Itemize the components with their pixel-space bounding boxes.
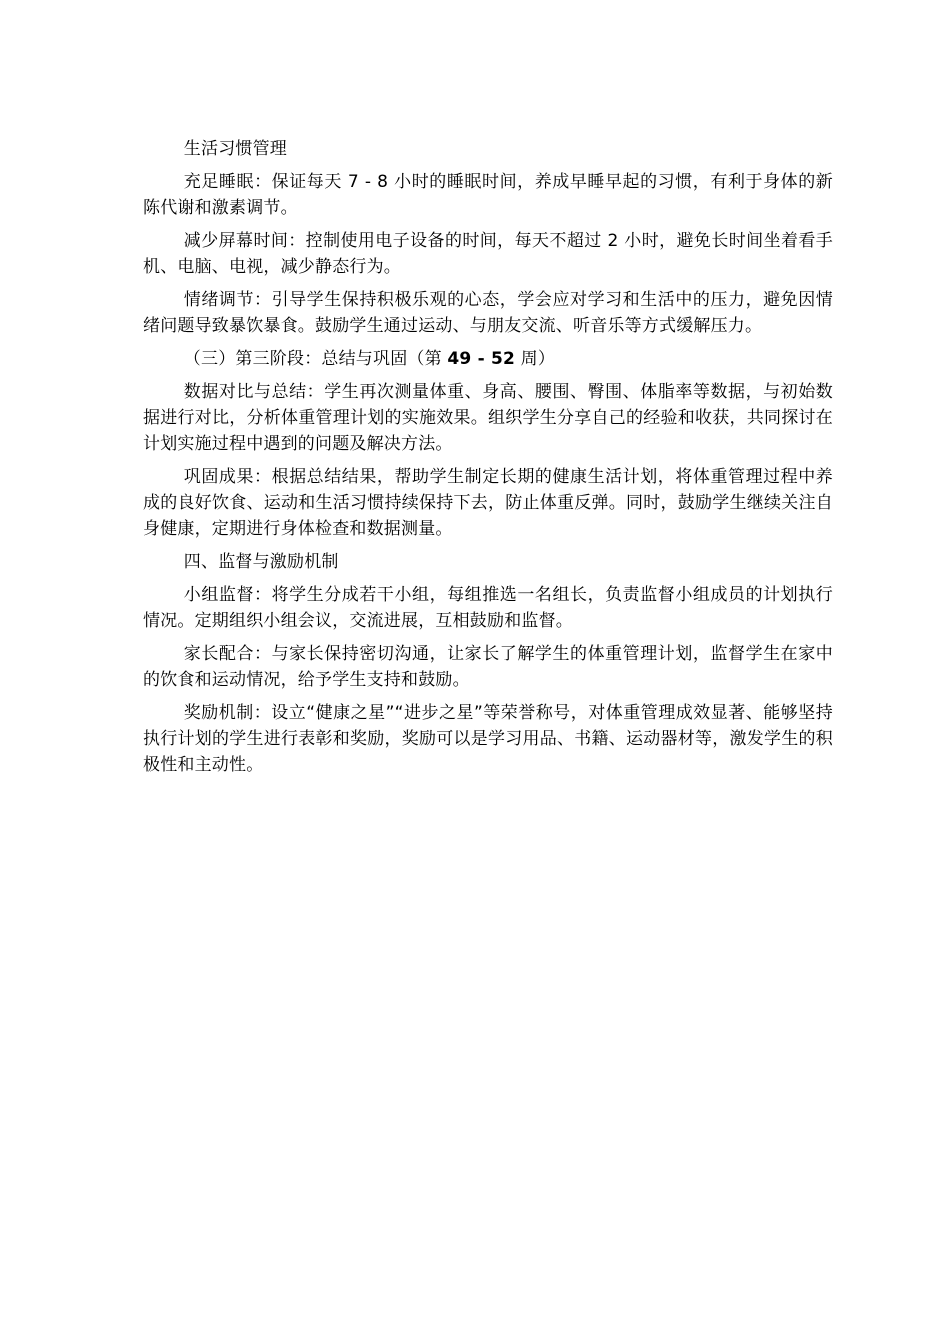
stage-three-suffix: 周） [515,349,556,369]
paragraph-sleep: 充足睡眠：保证每天 7 - 8 小时的睡眠时间，养成早睡早起的习惯，有利于身体的新陈代谢和激素调节。 [143,172,833,218]
paragraph-data-comparison: 数据对比与总结：学生再次测量体重、身高、腰围、臀围、体脂率等数据，与初始数据进行对比，分析体重管理计划的实施效果。组织学生分享自己的经验和收获，共同探讨在计划实施过程中遇到的问题及解决方法。 [143,382,833,454]
paragraph-emotion: 情绪调节：引导学生保持积极乐观的心态，学会应对学习和生活中的压力，避免因情绪问题导致暴饮暴食。鼓励学生通过运动、与朋友交流、听音乐等方式缓解压力。 [143,290,833,336]
paragraph-group-supervision: 小组监督：将学生分成若干小组，每组推选一名组长，负责监督小组成员的计划执行情况。定期组织小组会议，交流进展，互相鼓励和监督。 [143,585,833,631]
paragraph-parent-cooperation: 家长配合：与家长保持密切沟通，让家长了解学生的体重管理计划，监督学生在家中的饮食和运动情况，给予学生支持和鼓励。 [143,644,833,690]
heading-supervision: 四、监督与激励机制 [183,552,339,572]
heading-lifestyle: 生活习惯管理 [183,139,287,159]
paragraph-consolidate: 巩固成果：根据总结结果，帮助学生制定长期的健康生活计划，将体重管理过程中养成的良好饮食、运动和生活习惯持续保持下去，防止体重反弹。同时，鼓励学生继续关注自身健康，定期进行身体检查和数据测量。 [143,467,833,539]
paragraph-reward: 奖励机制：设立“健康之星”“进步之星”等荣誉称号，对体重管理成效显著、能够坚持执行计划的学生进行表彰和奖励，奖励可以是学习用品、书籍、运动器材等，激发学生的积极性和主动性。 [143,703,833,775]
stage-three-weeks: 49 - 52 [447,349,516,369]
heading-stage-three [143,346,833,372]
paragraph-screen-time: 减少屏幕时间：控制使用电子设备的时间，每天不超过 2 小时，避免长时间坐着看手机、电脑、电视，减少静态行为。 [143,231,833,277]
stage-three-prefix: （三）第三阶段：总结与巩固（第 [183,349,448,369]
document-page [143,136,833,778]
